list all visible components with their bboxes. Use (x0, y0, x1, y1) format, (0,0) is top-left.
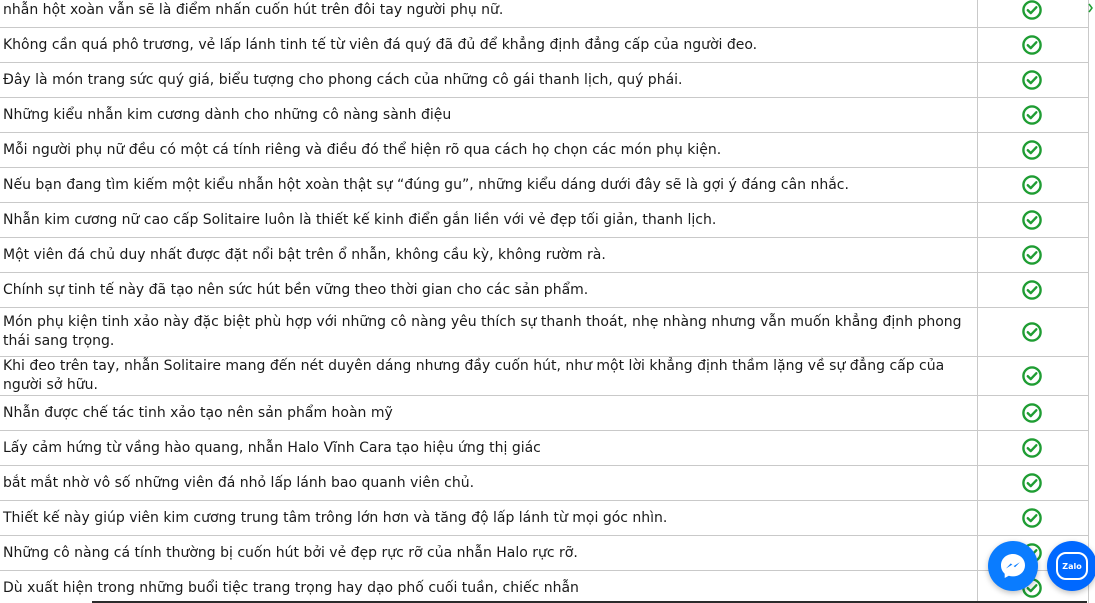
row-text: Chính sự tinh tế này đã tạo nên sức hút bền vững theo thời gian cho các sản phẩm. (0, 273, 977, 308)
row-text: Khi đeo trên tay, nhẫn Solitaire mang đến nét duyên dáng nhưng đầy cuốn hút, như một lời khẳng định thầm lặng về sự đẳng cấp của người sở hữu. (0, 357, 977, 396)
row-check-cell (977, 431, 1088, 466)
check-circle-icon (1021, 472, 1043, 494)
check-circle-icon (1021, 321, 1043, 343)
table-row (0, 238, 1088, 273)
table-row (0, 98, 1088, 133)
check-circle-icon (1021, 104, 1043, 126)
row-check-cell (977, 98, 1088, 133)
table-row (0, 396, 1088, 431)
table-row (0, 63, 1088, 98)
table-row (0, 273, 1088, 308)
messenger-icon (998, 551, 1028, 581)
table-row (0, 308, 1088, 357)
check-circle-icon (1021, 365, 1043, 387)
row-text: Thiết kế này giúp viên kim cương trung tâm trông lớn hơn và tăng độ lấp lánh từ mọi góc nhìn. (0, 501, 977, 536)
zalo-chat-button[interactable] (1047, 541, 1095, 591)
table-row (0, 168, 1088, 203)
row-check-cell (977, 273, 1088, 308)
row-check-cell (977, 28, 1088, 63)
table-row (0, 133, 1088, 168)
table-row (0, 28, 1088, 63)
row-text: Nhẫn được chế tác tinh xảo tạo nên sản phẩm hoàn mỹ (0, 396, 977, 431)
row-check-cell (977, 203, 1088, 238)
table-row (0, 0, 1088, 28)
table-row (0, 536, 1088, 571)
row-text: Món phụ kiện tinh xảo này đặc biệt phù hợp với những cô nàng yêu thích sự thanh thoát, nhẹ nhàng nhưng vẫn muốn khẳng định phong thái sang trọng. (0, 308, 977, 357)
row-check-cell (977, 133, 1088, 168)
table-row (0, 571, 1088, 603)
table-row (0, 501, 1088, 536)
table-row (0, 357, 1088, 396)
row-check-cell (977, 238, 1088, 273)
table-row (0, 431, 1088, 466)
row-check-cell (977, 357, 1088, 396)
messenger-chat-button[interactable] (988, 541, 1038, 591)
check-circle-icon (1021, 244, 1043, 266)
row-text: Không cần quá phô trương, vẻ lấp lánh tinh tế từ viên đá quý đã đủ để khẳng định đẳng cấp của người đeo. (0, 28, 977, 63)
check-circle-icon (1021, 402, 1043, 424)
row-text: bắt mắt nhờ vô số những viên đá nhỏ lấp lánh bao quanh viên chủ. (0, 466, 977, 501)
check-circle-icon (1021, 209, 1043, 231)
check-circle-icon (1021, 279, 1043, 301)
check-circle-icon (1021, 34, 1043, 56)
zalo-icon (1056, 552, 1088, 580)
row-check-cell (977, 501, 1088, 536)
row-check-cell (977, 466, 1088, 501)
row-text: Những kiểu nhẫn kim cương dành cho những cô nàng sành điệu (0, 98, 977, 133)
row-check-cell (977, 308, 1088, 357)
row-text: Dù xuất hiện trong những buổi tiệc trang trọng hay dạo phố cuối tuần, chiếc nhẫn (0, 571, 977, 603)
row-text: Đây là món trang sức quý giá, biểu tượng cho phong cách của những cô gái thanh lịch, quý phái. (0, 63, 977, 98)
check-circle-icon (1021, 174, 1043, 196)
table-row (0, 466, 1088, 501)
check-circle-icon (1021, 437, 1043, 459)
row-text: Mỗi người phụ nữ đều có một cá tính riêng và điều đó thể hiện rõ qua cách họ chọn các món phụ kiện. (0, 133, 977, 168)
check-circle-icon (1021, 0, 1043, 21)
row-text: Nhẫn kim cương nữ cao cấp Solitaire luôn là thiết kế kinh điển gắn liền với vẻ đẹp tối giản, thanh lịch. (0, 203, 977, 238)
scroll-edge-marker-icon (1088, 3, 1093, 13)
check-circle-icon (1021, 69, 1043, 91)
row-check-cell (977, 396, 1088, 431)
check-circle-icon (1021, 507, 1043, 529)
table-row (0, 203, 1088, 238)
zalo-label: Zalo (1062, 561, 1082, 571)
row-text: nhẫn hột xoàn vẫn sẽ là điểm nhấn cuốn hút trên đôi tay người phụ nữ. (0, 0, 977, 28)
row-check-cell (977, 63, 1088, 98)
check-circle-icon (1021, 139, 1043, 161)
row-text: Nếu bạn đang tìm kiếm một kiểu nhẫn hột xoàn thật sự “đúng gu”, những kiểu dáng dưới đây sẽ là gợi ý đáng cân nhắc. (0, 168, 977, 203)
row-text: Những cô nàng cá tính thường bị cuốn hút bởi vẻ đẹp rực rỡ của nhẫn Halo rực rỡ. (0, 536, 977, 571)
row-check-cell (977, 168, 1088, 203)
row-text: Một viên đá chủ duy nhất được đặt nổi bật trên ổ nhẫn, không cầu kỳ, không rườm rà. (0, 238, 977, 273)
row-text: Lấy cảm hứng từ vầng hào quang, nhẫn Halo Vĩnh Cara tạo hiệu ứng thị giác (0, 431, 977, 466)
row-check-cell (977, 0, 1088, 28)
